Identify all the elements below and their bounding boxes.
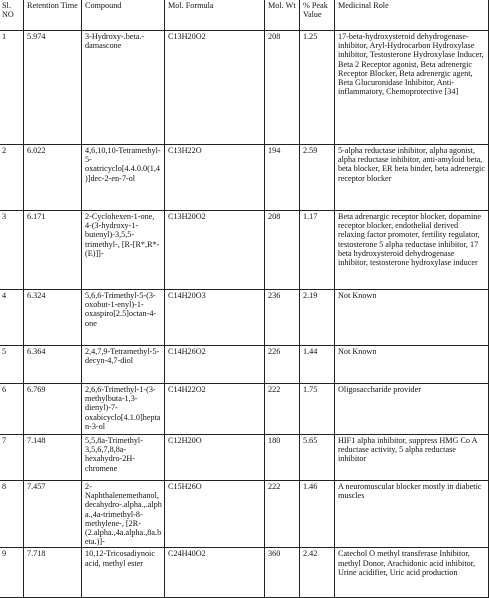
cell-medicinal-role: Beta adrenargic receptor blocker, dopamine receptor blocker, endothelial derived relaxing factor promoter, fertility regulator, testosterone 5 alpha reductase inhibitor, 17 beta hydroxysteroid dehydrogenase inhibitor, testosterone hydroxylase inducer bbox=[335, 211, 489, 290]
cell-sl-no: 6 bbox=[0, 384, 24, 435]
table-row bbox=[0, 346, 489, 384]
cell-mol-formula: C13H22O bbox=[165, 145, 265, 211]
cell-compound: 10,12-Tricosadiynoic acid, methyl ester bbox=[82, 548, 165, 598]
cell-mol-formula: C14H22O2 bbox=[165, 384, 265, 435]
cell-medicinal-role: Not Known bbox=[335, 290, 489, 346]
cell-medicinal-role: A neuromuscular blocker mostly in diabetic muscles bbox=[335, 481, 489, 548]
cell-retention-time: 7.457 bbox=[24, 481, 82, 548]
cell-mol-wt: 360 bbox=[265, 548, 300, 598]
cell-medicinal-role: 17-beta-hydroxysteroid dehydrogenase-inhibitor, Aryl-Hydrocarbon Hydroxylase inhibitor, Testosterone Hydroxylase Inducer, Beta 2 Receptor agonist, Beta adrenergic Receptor Blocker, Beta adrenergic agent, Beta Glucuronidase Inhibitor, Anti-inflammatory, Chemoprotective [34] bbox=[335, 31, 489, 145]
cell-peak-value: 1.75 bbox=[300, 384, 335, 435]
table-row bbox=[0, 211, 489, 290]
cell-medicinal-role: HIF1 alpha inhibitor, suppress HMG Co A reductase activity, 5 alpha reductase inhibitor bbox=[335, 435, 489, 481]
cell-compound: 2,4,7,9-Tetramethyl-5-decyn-4,7-diol bbox=[82, 346, 165, 384]
cell-peak-value: 2.42 bbox=[300, 548, 335, 598]
cell-mol-formula: C15H26O bbox=[165, 481, 265, 548]
cell-peak-value: 1.44 bbox=[300, 346, 335, 384]
cell-mol-wt: 226 bbox=[265, 346, 300, 384]
cell-compound: 3-Hydroxy-.beta.-damascone bbox=[82, 31, 165, 145]
header-sl-no: Sl. NO bbox=[0, 0, 24, 31]
cell-mol-wt: 236 bbox=[265, 290, 300, 346]
cell-sl-no: 7 bbox=[0, 435, 24, 481]
cell-mol-wt: 222 bbox=[265, 481, 300, 548]
cell-sl-no: 3 bbox=[0, 211, 24, 290]
cell-mol-wt: 180 bbox=[265, 435, 300, 481]
cell-compound: 2-Naphthalenemethanol, decahydro-.alpha.,.alpha.,4a-trimethyl-8-methylene-, [2R-(2.alpha.,4a.alpha.,8a.beta.)]- bbox=[82, 481, 165, 548]
cell-peak-value: 2.59 bbox=[300, 145, 335, 211]
cell-mol-wt: 222 bbox=[265, 384, 300, 435]
cell-peak-value: 1.25 bbox=[300, 31, 335, 145]
cell-peak-value: 5.65 bbox=[300, 435, 335, 481]
table-row bbox=[0, 435, 489, 481]
cell-sl-no: 8 bbox=[0, 481, 24, 548]
cell-sl-no: 2 bbox=[0, 145, 24, 211]
cell-retention-time: 6.324 bbox=[24, 290, 82, 346]
cell-mol-formula: C13H20O2 bbox=[165, 31, 265, 145]
cell-mol-wt: 208 bbox=[265, 31, 300, 145]
cell-retention-time: 7.718 bbox=[24, 548, 82, 598]
cell-retention-time: 7.148 bbox=[24, 435, 82, 481]
header-retention-time: Retention Time bbox=[24, 0, 82, 31]
cell-medicinal-role: Not Known bbox=[335, 346, 489, 384]
cell-sl-no: 9 bbox=[0, 548, 24, 598]
table-row bbox=[0, 481, 489, 548]
table-row bbox=[0, 384, 489, 435]
cell-retention-time: 6.022 bbox=[24, 145, 82, 211]
cell-mol-formula: C14H20O3 bbox=[165, 290, 265, 346]
header-mol-wt: Mol. Wt bbox=[265, 0, 300, 31]
cell-retention-time: 5.974 bbox=[24, 31, 82, 145]
cell-mol-formula: C24H40O2 bbox=[165, 548, 265, 598]
cell-compound: 2,6,6-Trimethyl-1-(3-methylbuta-1,3-dienyl)-7-oxabicyclo[4.1.0]heptan-3-ol bbox=[82, 384, 165, 435]
cell-retention-time: 6.364 bbox=[24, 346, 82, 384]
table-row bbox=[0, 548, 489, 598]
cell-compound: 2-Cyclohexen-1-one, 4-(3-hydroxy-1-butenyl)-3,5,5-trimethyl-, [R-[R*,R*-(E)]]- bbox=[82, 211, 165, 290]
cell-mol-wt: 208 bbox=[265, 211, 300, 290]
cell-mol-wt: 194 bbox=[265, 145, 300, 211]
cell-compound: 4,6,10,10-Tetramethyl-5-oxatricyclo[4.4.0.0(1,4)]dec-2-en-7-ol bbox=[82, 145, 165, 211]
cell-medicinal-role: Catechol O methyl transferase Inhibitor, methyl Donor, Arachidonic acid inhibitor, Urine acidifier, Uric acid production bbox=[335, 548, 489, 598]
header-mol-formula: Mol. Formula bbox=[165, 0, 265, 31]
cell-medicinal-role: 5-alpha reductase inhibitor, alpha agonist, alpha reductase inhibitor, anti-amyloid beta, beta blocker, ER beta binder, beta adrenergic receptor blocker bbox=[335, 145, 489, 211]
cell-mol-formula: C14H26O2 bbox=[165, 346, 265, 384]
cell-medicinal-role: Oligosaccharide provider bbox=[335, 384, 489, 435]
cell-retention-time: 6.171 bbox=[24, 211, 82, 290]
cell-sl-no: 1 bbox=[0, 31, 24, 145]
cell-peak-value: 1.46 bbox=[300, 481, 335, 548]
cell-sl-no: 5 bbox=[0, 346, 24, 384]
table-row bbox=[0, 31, 489, 145]
header-compound: Compound bbox=[82, 0, 165, 31]
header-peak-value: % Peak Value bbox=[300, 0, 335, 31]
header-medicinal-role: Medicinal Role bbox=[335, 0, 489, 31]
table-row bbox=[0, 145, 489, 211]
cell-peak-value: 2.19 bbox=[300, 290, 335, 346]
cell-mol-formula: C13H20O2 bbox=[165, 211, 265, 290]
cell-peak-value: 1.17 bbox=[300, 211, 335, 290]
cell-mol-formula: C12H20O bbox=[165, 435, 265, 481]
cell-compound: 5,5,8a-Trimethyl-3,5,6,7,8,8a-hexahydro-2H-chromene bbox=[82, 435, 165, 481]
header-row bbox=[0, 0, 489, 31]
cell-sl-no: 4 bbox=[0, 290, 24, 346]
cell-retention-time: 6.769 bbox=[24, 384, 82, 435]
table-row bbox=[0, 290, 489, 346]
cell-compound: 5,6,6-Trimethyl-5-(3-oxobut-1-enyl)-1-oxaspiro[2.5]octan-4-one bbox=[82, 290, 165, 346]
